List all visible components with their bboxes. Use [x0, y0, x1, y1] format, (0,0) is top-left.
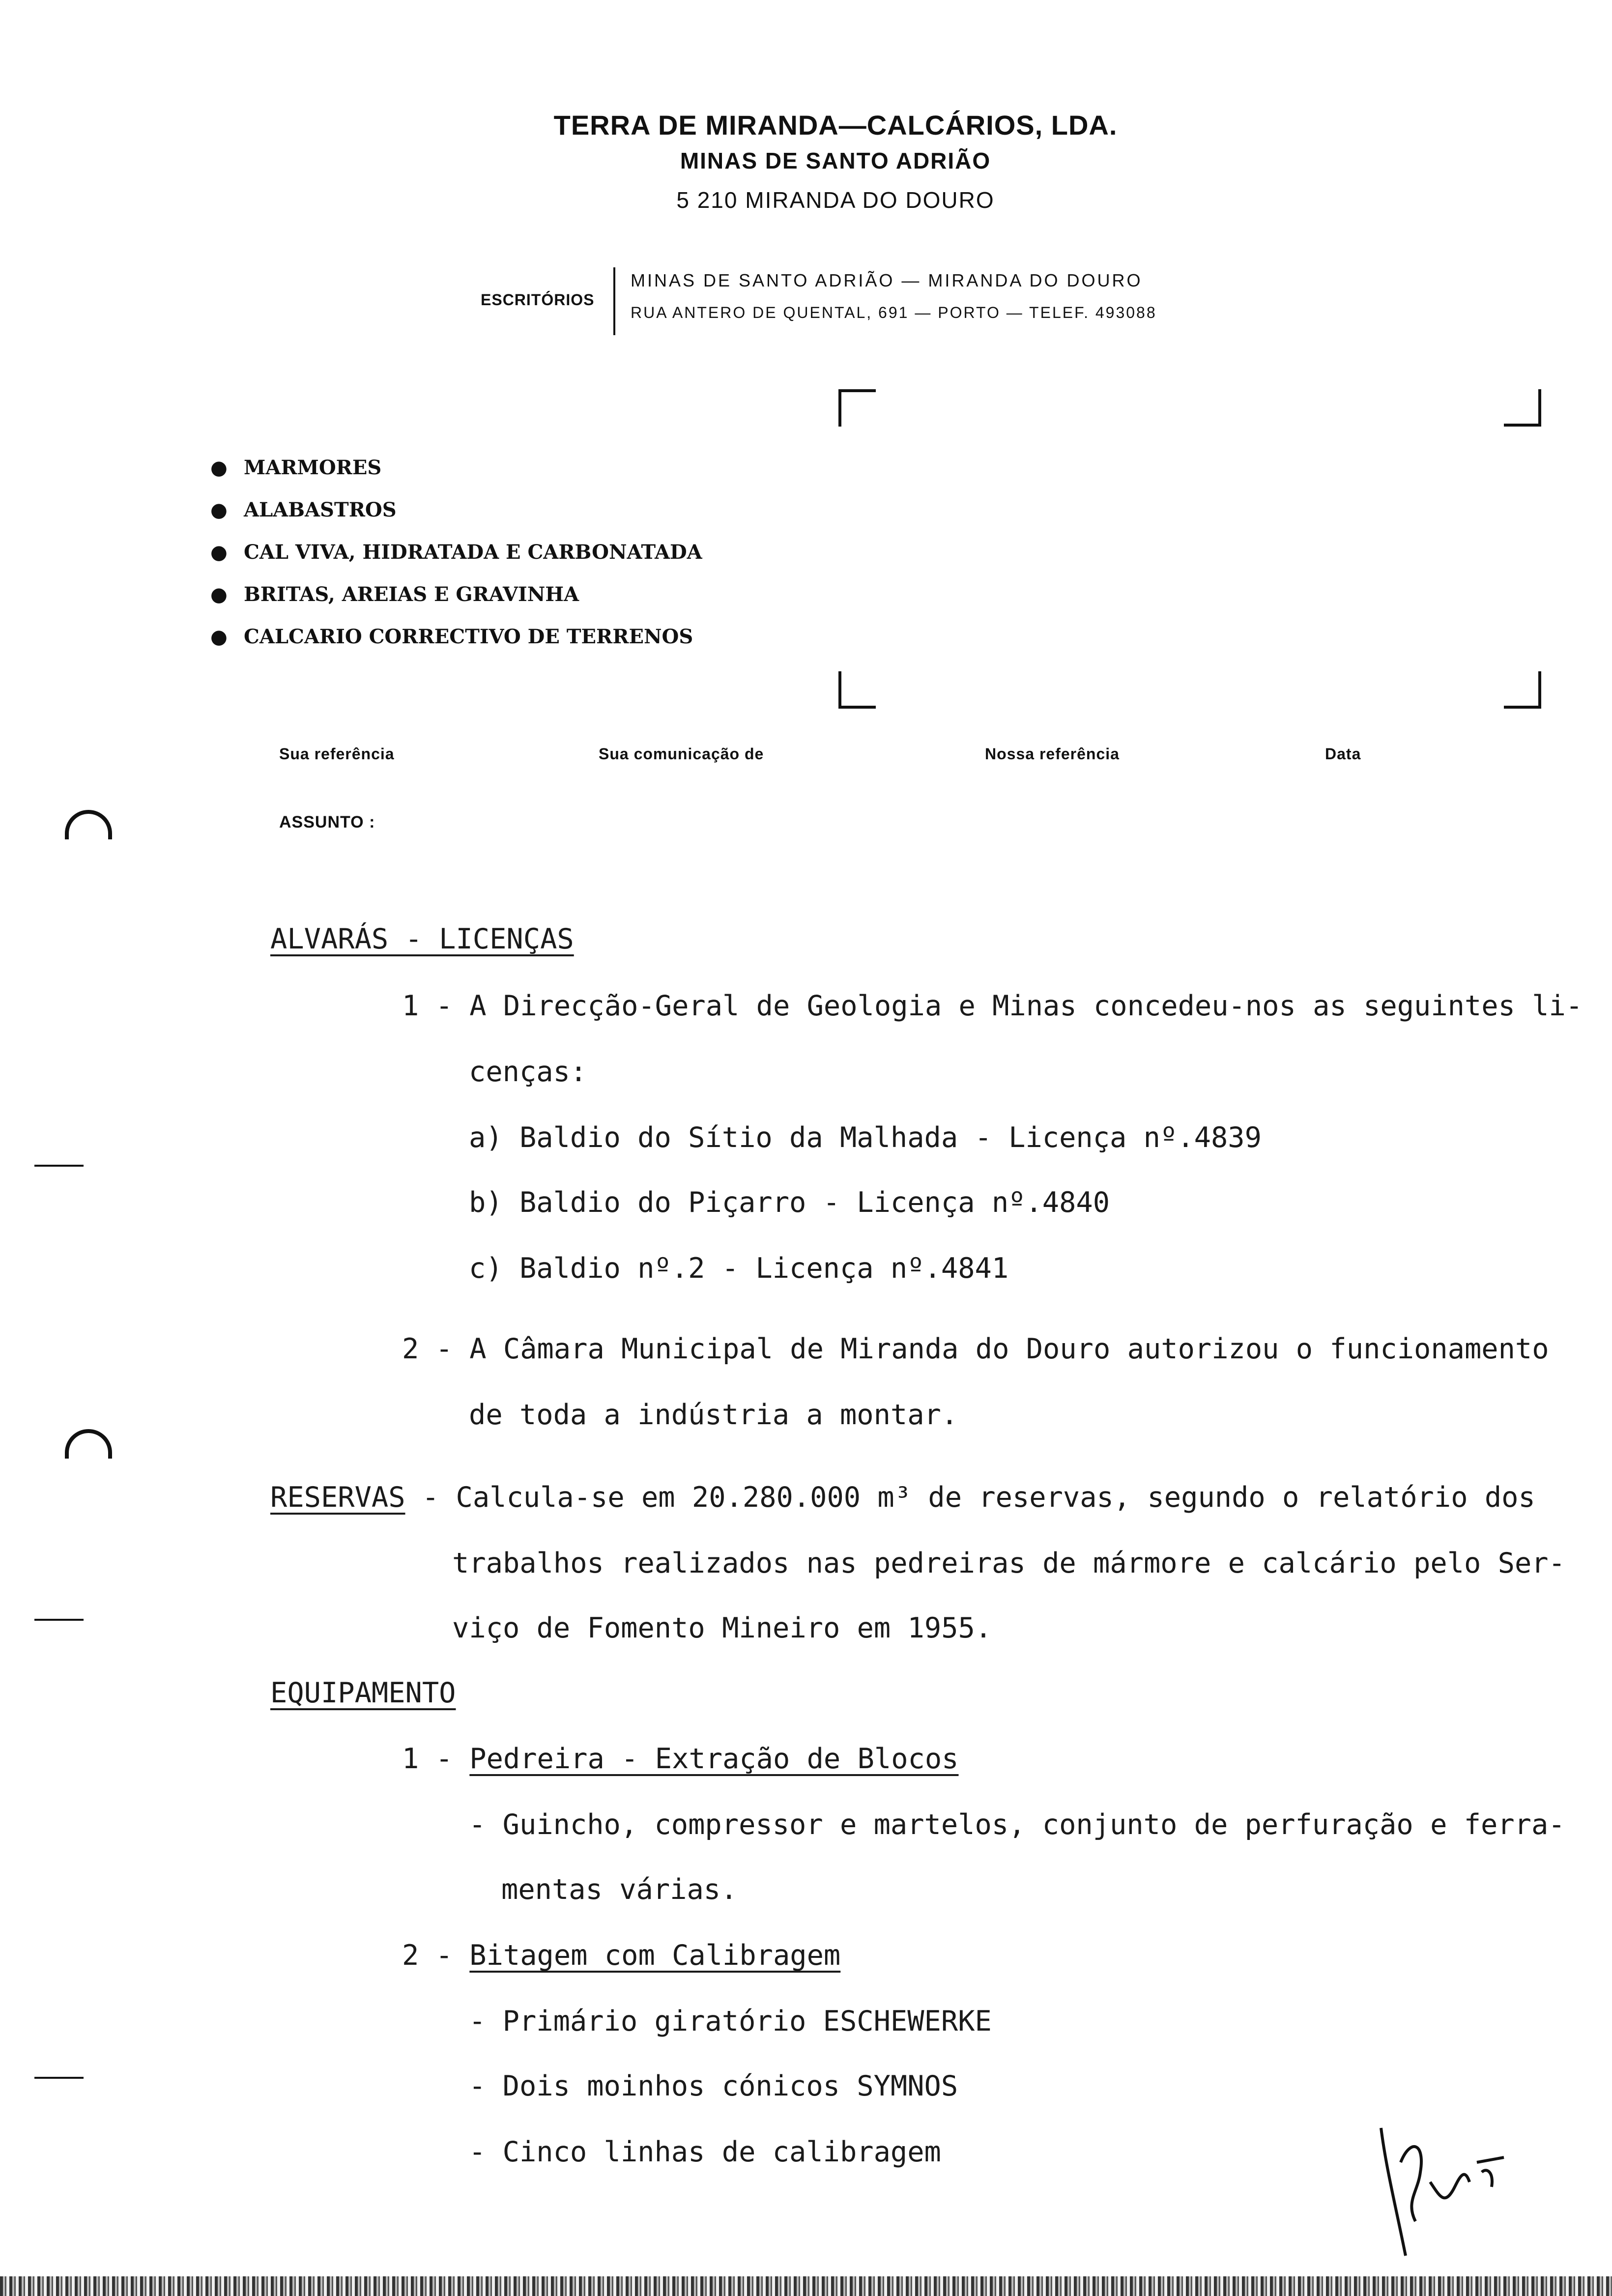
list-item — [210, 453, 702, 495]
reservas-line-2: trabalhos realizados nas pedreiras de mármore e calcário pelo Ser- — [452, 1547, 1565, 1579]
product-label: ALABASTROS — [244, 498, 397, 521]
equipamento-item-2-detail-1: - Primário giratório ESCHEWERKE — [469, 2005, 992, 2038]
equipamento-item-1-detail-1: - Guincho, compressor e martelos, conjunto de perfuração e ferra- — [469, 1808, 1565, 1841]
assunto-label: ASSUNTO : — [279, 813, 375, 832]
sua-comunicacao-label: Sua comunicação de — [599, 745, 764, 763]
sua-referencia-label: Sua referência — [279, 745, 395, 763]
address-window-corner-bottom-left — [838, 671, 876, 709]
address-window-corner-top-left — [838, 389, 876, 427]
reservas-heading: RESERVAS — [270, 1481, 405, 1514]
licence-b: b) Baldio do Piçarro - Licença nº.4840 — [469, 1186, 1110, 1219]
offices-label: ESCRITÓRIOS — [481, 291, 595, 309]
list-item — [210, 580, 702, 622]
equipamento-item-2 — [402, 1939, 840, 1972]
licence-a: a) Baldio do Sítio da Malhada - Licença nº.4839 — [469, 1121, 1262, 1154]
alvaras-item-1-line-2: cenças: — [469, 1056, 587, 1088]
offices-divider — [613, 267, 615, 335]
mines-name: MINAS DE SANTO ADRIÃO — [680, 148, 991, 173]
item-number: 1 - — [402, 1743, 470, 1775]
product-label: CAL VIVA, HIDRATADA E CARBONATADA — [244, 541, 702, 564]
equipamento-item-1-detail-2: mentas várias. — [501, 1873, 738, 1906]
nossa-referencia-label: Nossa referência — [985, 745, 1120, 763]
product-label: BRITAS, AREIAS E GRAVINHA — [244, 583, 579, 606]
equipamento-heading: EQUIPAMENTO — [270, 1677, 456, 1709]
handwritten-initials-signature — [1371, 2108, 1519, 2275]
reservas-text: - Calcula-se em 20.280.000 m³ de reservas, segundo o relatório dos — [405, 1481, 1535, 1514]
list-item — [210, 622, 702, 664]
alvaras-heading: ALVARÁS - LICENÇAS — [270, 923, 574, 955]
product-list — [210, 453, 702, 664]
alvaras-item-2-line-2: de toda a indústria a montar. — [469, 1399, 958, 1431]
equipamento-item-2-detail-3: - Cinco linhas de calibragem — [469, 2136, 941, 2168]
margin-tick — [34, 1619, 84, 1621]
data-label: Data — [1325, 745, 1361, 763]
product-label: CALCARIO CORRECTIVO DE TERRENOS — [244, 625, 693, 648]
office-address-1: MINAS DE SANTO ADRIÃO — MIRANDA DO DOURO — [631, 270, 1143, 290]
bullet-icon: ● — [210, 499, 228, 521]
bullet-icon: ● — [210, 541, 228, 564]
punch-hole-mark — [65, 1429, 112, 1459]
list-item — [210, 538, 702, 580]
address-window-corner-top-right — [1504, 389, 1541, 427]
scan-bottom-edge — [0, 2276, 1612, 2296]
alvaras-item-1-line-1: 1 - A Direcção-Geral de Geologia e Minas concedeu-nos as seguintes li- — [402, 990, 1583, 1022]
office-address-2: RUA ANTERO DE QUENTAL, 691 — PORTO — TELEF. 493088 — [631, 304, 1157, 321]
address-window-corner-bottom-right — [1504, 671, 1541, 709]
company-name: TERRA DE MIRANDA—CALCÁRIOS, LDA. — [553, 110, 1118, 141]
bullet-icon: ● — [210, 457, 228, 479]
item-number: 2 - — [402, 1939, 470, 1972]
margin-tick — [34, 2077, 84, 2079]
licence-c: c) Baldio nº.2 - Licença nº.4841 — [469, 1252, 1009, 1285]
alvaras-item-2-line-1: 2 - A Câmara Municipal de Miranda do Douro autorizou o funcionamento — [402, 1333, 1549, 1365]
equipamento-item-1-title: Pedreira - Extração de Blocos — [469, 1743, 959, 1775]
equipamento-item-1 — [402, 1743, 958, 1775]
reservas-line-1 — [270, 1481, 1535, 1514]
bullet-icon: ● — [210, 626, 228, 648]
product-label: MARMORES — [244, 456, 382, 479]
equipamento-item-2-title: Bitagem com Calibragem — [469, 1939, 841, 1972]
equipamento-item-2-detail-2: - Dois moinhos cónicos SYMNOS — [469, 2070, 958, 2102]
margin-tick — [34, 1165, 84, 1167]
bullet-icon: ● — [210, 583, 228, 606]
town-address: 5 210 MIRANDA DO DOURO — [676, 187, 995, 213]
reservas-line-3: viço de Fomento Mineiro em 1955. — [452, 1612, 992, 1644]
list-item — [210, 495, 702, 538]
punch-hole-mark — [65, 810, 112, 839]
